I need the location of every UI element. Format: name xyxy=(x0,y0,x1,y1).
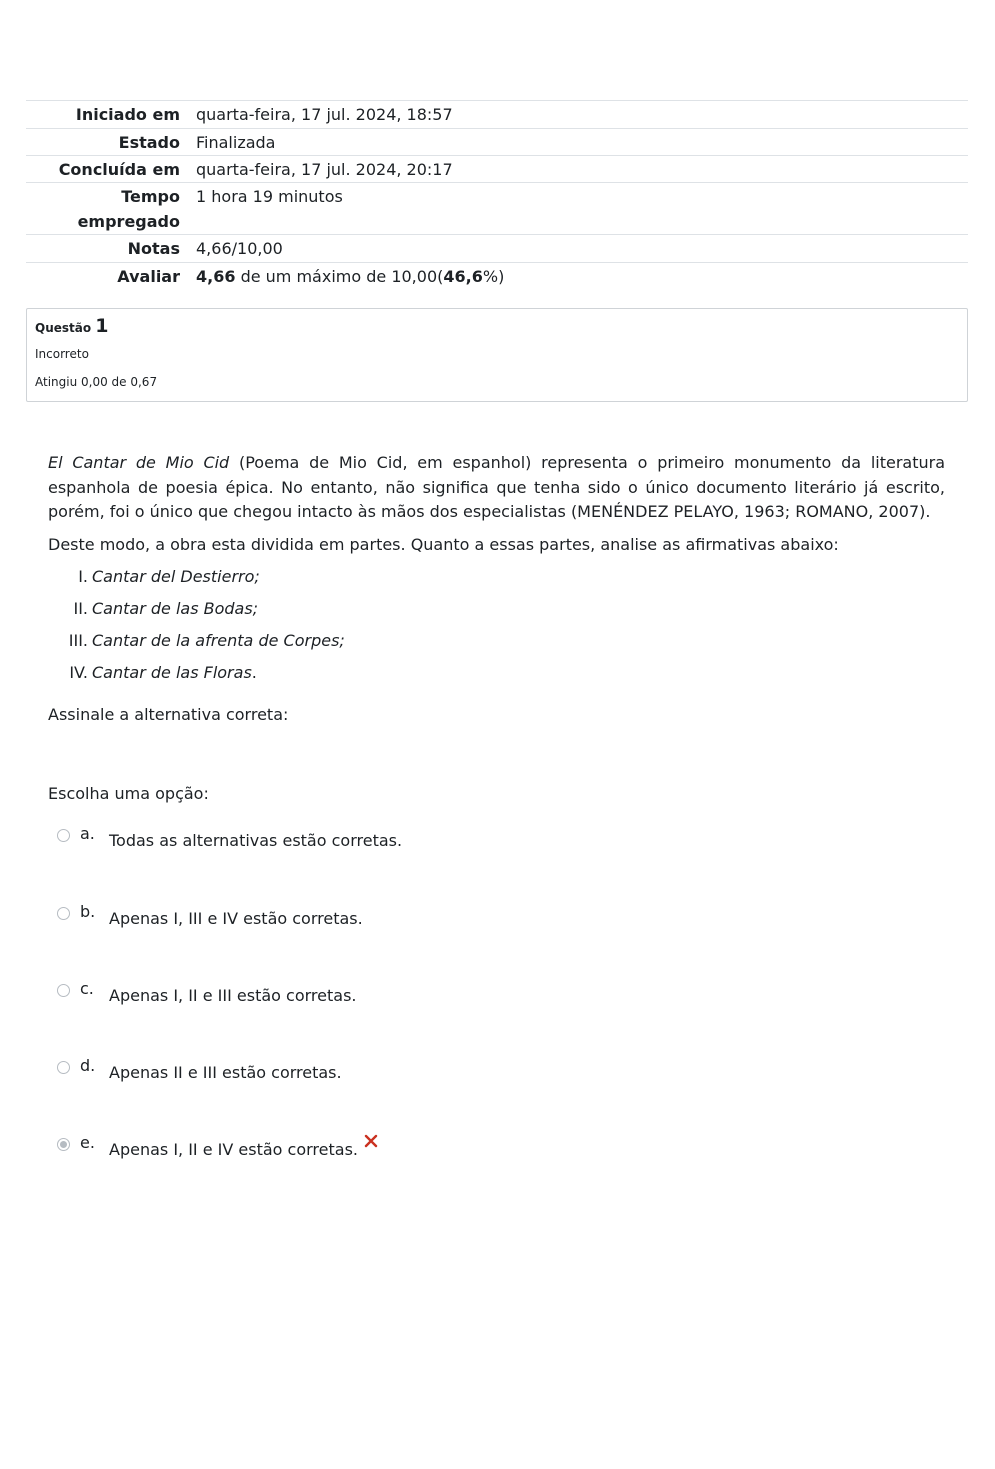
option-text-label: Apenas I, II e IV estão corretas. xyxy=(109,1140,358,1159)
grade-middle: de um máximo de 10,00( xyxy=(235,267,444,286)
intro-title: El Cantar de Mio Cid xyxy=(48,453,230,472)
question-state: Incorreto xyxy=(35,347,89,361)
statement-item xyxy=(48,597,945,621)
option-letter: c. xyxy=(80,979,94,998)
radio-button[interactable] xyxy=(57,1061,70,1074)
statement-numeral: III. xyxy=(68,631,88,650)
option-letter: e. xyxy=(80,1133,95,1152)
radio-button[interactable] xyxy=(57,907,70,920)
option-text: Apenas I, III e IV estão corretas. xyxy=(109,909,363,928)
statement-text: Cantar de las Bodas; xyxy=(92,599,259,618)
option-letter: a. xyxy=(80,824,95,843)
attempt-summary-table xyxy=(26,100,968,290)
statement-suffix: . xyxy=(251,663,257,682)
statement-item xyxy=(48,661,945,685)
statements-list xyxy=(48,565,945,685)
summary-row-marks xyxy=(26,235,968,263)
summary-row-started xyxy=(26,101,968,129)
question-grade: Atingiu 0,00 de 0,67 xyxy=(35,375,158,389)
option-letter: d. xyxy=(80,1056,96,1075)
answer-option-c[interactable] xyxy=(57,978,657,1018)
grade-end: %) xyxy=(482,267,505,286)
answer-option-e[interactable] xyxy=(57,1132,657,1172)
grade-percent: 46,6 xyxy=(443,267,483,286)
statement-item xyxy=(48,565,945,589)
intro-rest: (Poema de Mio Cid, em espanhol) representa o primeiro monumento da literatura espanhola de poesia épica. No entanto, não significa que tenha sido o único documento literário já escrito, porém, foi o único que chegou intacto às mãos dos especialistas (MENÉNDEZ PELAYO, 1963; ROMANO, 2007). xyxy=(48,453,946,521)
statement-item xyxy=(48,629,945,653)
radio-button-selected[interactable] xyxy=(57,1138,70,1151)
statement-numeral: I. xyxy=(78,567,88,586)
grade-label: Avaliar xyxy=(117,267,180,286)
question-number xyxy=(35,315,109,339)
radio-button[interactable] xyxy=(57,829,70,842)
completed-value: quarta-feira, 17 jul. 2024, 20:17 xyxy=(196,160,453,179)
grade-score: 4,66 xyxy=(196,267,236,286)
summary-row-completed xyxy=(26,156,968,183)
radio-button[interactable] xyxy=(57,984,70,997)
statement-text: Cantar del Destierro; xyxy=(92,567,260,586)
question-number-value: 1 xyxy=(95,315,109,337)
option-letter: b. xyxy=(80,902,96,921)
started-value: quarta-feira, 17 jul. 2024, 18:57 xyxy=(196,105,453,124)
statement-text: Cantar de la afrenta de Corpes; xyxy=(92,631,345,650)
question-info-box xyxy=(26,308,968,402)
option-text: Todas as alternativas estão corretas. xyxy=(109,831,403,850)
question-text xyxy=(48,451,945,728)
incorrect-x-icon xyxy=(364,1132,378,1154)
option-text xyxy=(109,1139,378,1161)
state-label: Estado xyxy=(118,133,180,152)
answer-prompt: Escolha uma opção: xyxy=(48,784,209,803)
question-paragraph-2: Deste modo, a obra esta dividida em partes. Quanto a essas partes, analise as afirmativas abaixo: xyxy=(48,534,839,554)
time-label: Tempo empregado xyxy=(77,187,180,231)
completed-label: Concluída em xyxy=(58,160,180,179)
question-intro xyxy=(48,451,945,525)
answer-option-b[interactable] xyxy=(57,901,657,941)
question-instruction: Assinale a alternativa correta: xyxy=(48,705,289,724)
statement-numeral: II. xyxy=(73,599,88,618)
option-text: Apenas II e III estão corretas. xyxy=(109,1063,342,1082)
marks-value: 4,66/10,00 xyxy=(196,239,283,258)
marks-label: Notas xyxy=(127,239,180,258)
question-label: Questão xyxy=(35,321,92,335)
state-value: Finalizada xyxy=(196,133,276,152)
grade-value xyxy=(196,263,504,290)
started-label: Iniciado em xyxy=(75,105,180,124)
summary-row-grade xyxy=(26,263,968,290)
summary-row-state xyxy=(26,129,968,156)
answer-option-a[interactable] xyxy=(57,823,657,863)
option-text: Apenas I, II e III estão corretas. xyxy=(109,986,357,1005)
time-value: 1 hora 19 minutos xyxy=(196,187,343,206)
statement-text: Cantar de las Floras xyxy=(92,663,252,682)
answer-option-d[interactable] xyxy=(57,1055,657,1095)
statement-numeral: IV. xyxy=(69,663,88,682)
summary-row-time xyxy=(26,183,968,235)
